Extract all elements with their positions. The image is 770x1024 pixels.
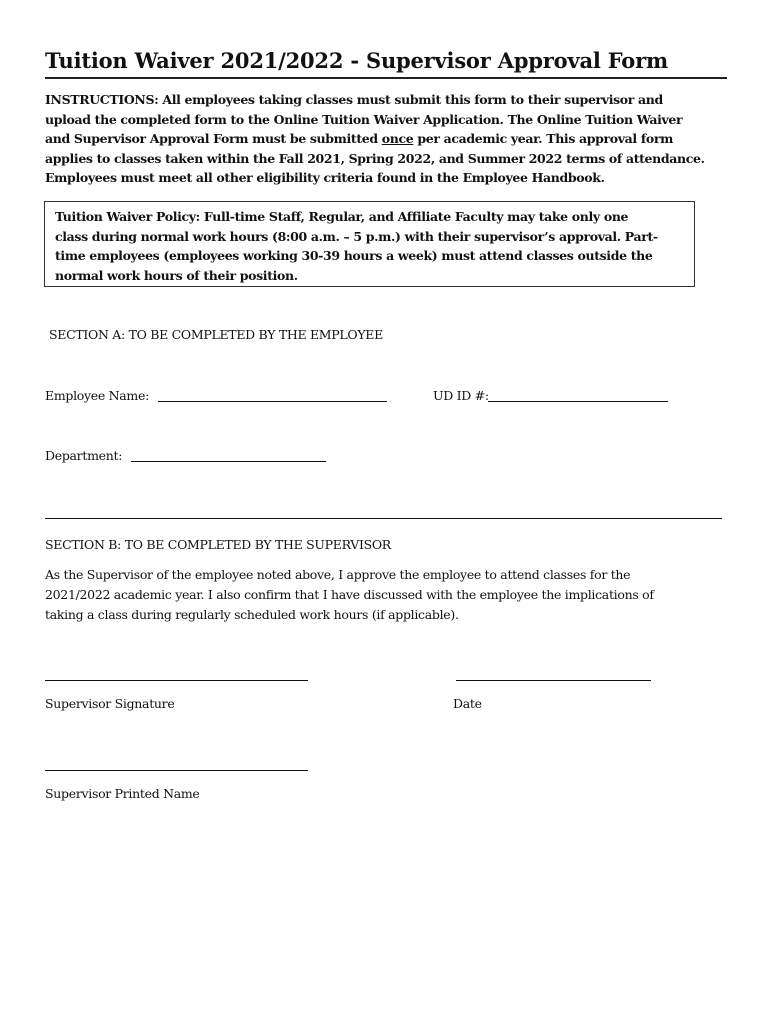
supervisor-printed-name-label: Supervisor Printed Name: [45, 786, 200, 801]
date-field[interactable]: [456, 680, 651, 681]
supervisor-signature-field[interactable]: [45, 680, 308, 681]
form-title: Tuition Waiver 2021/2022 - Supervisor Approval Form: [45, 48, 668, 73]
section-divider: [45, 518, 722, 519]
section-b-heading: SECTION B: TO BE COMPLETED BY THE SUPERVISOR: [45, 537, 391, 552]
policy-line-3: time employees (employees working 30-39 hours a week) must attend classes outside the: [55, 248, 653, 263]
instructions-line-2: upload the completed form to the Online Tuition Waiver Application. The Online Tuition Waiver: [45, 111, 683, 127]
instructions-line-5: Employees must meet all other eligibility criteria found in the Employee Handbook.: [45, 170, 605, 185]
supervisor-printed-name-field[interactable]: [45, 770, 308, 771]
instructions-line-1: INSTRUCTIONS: All employees taking classes must submit this form to their supervisor and: [45, 92, 663, 107]
policy-line-1: Tuition Waiver Policy: Full-time Staff, Regular, and Affiliate Faculty may take only one: [55, 209, 629, 224]
instructions-line-3-start: and Supervisor Approval Form must be submitted: [45, 131, 382, 146]
employee-name-field[interactable]: [158, 401, 387, 402]
section-a-heading: SECTION A: TO BE COMPLETED BY THE EMPLOYEE: [49, 327, 383, 342]
employee-name-label: Employee Name:: [45, 388, 149, 403]
approval-statement-line-2: 2021/2022 academic year. I also confirm that I have discussed with the employee the implications of: [45, 587, 654, 602]
instructions-line-3: [45, 129, 673, 149]
title-divider: [45, 77, 727, 79]
policy-line-4: normal work hours of their position.: [55, 267, 298, 283]
instructions-line-4: applies to classes taken within the Fall 2021, Spring 2022, and Summer 2022 terms of attendance.: [45, 150, 705, 166]
instructions-emphasis-once: once: [381, 131, 414, 146]
approval-statement-line-3: taking a class during regularly scheduled work hours (if applicable).: [45, 607, 459, 622]
date-label: Date: [453, 696, 482, 711]
supervisor-signature-label: Supervisor Signature: [45, 696, 175, 711]
department-label: Department:: [45, 448, 123, 463]
ud-id-field[interactable]: [488, 401, 668, 402]
department-field[interactable]: [131, 461, 326, 462]
instructions-line-3-end: per academic year. This approval form: [413, 131, 673, 146]
approval-statement-line-1: As the Supervisor of the employee noted above, I approve the employee to attend classes for the: [45, 567, 631, 582]
ud-id-label: UD ID #:: [433, 388, 489, 403]
policy-line-2: class during normal work hours (8:00 a.m. – 5 p.m.) with their supervisor’s approval. Part-: [55, 228, 658, 244]
